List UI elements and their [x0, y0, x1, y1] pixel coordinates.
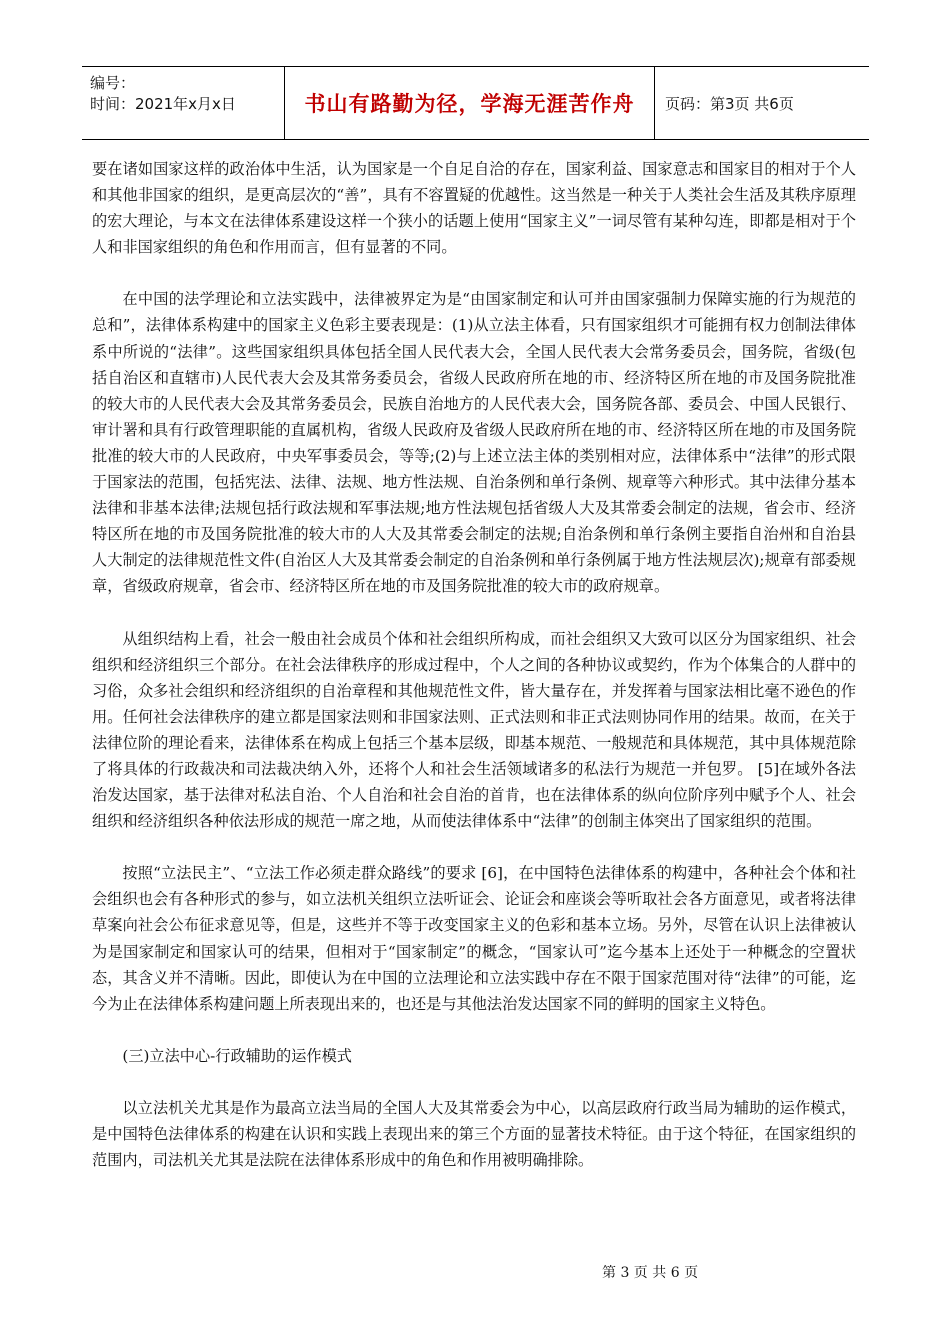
body-paragraph: 以立法机关尤其是作为最高立法当局的全国人大及其常委会为中心，以高层政府行政当局为辅助的运作模式，是中国特色法律体系的构建在认识和实践上表现出来的第三个方面的显著技术特征。由于这个特征，在国家组织的范围内，司法机关尤其是法院在法律体系形成中的角色和作用被明确排除。	[92, 1098, 856, 1170]
body-paragraph: 要在诸如国家这样的政治体中生活，认为国家是一个自足自洽的存在，国家利益、国家意志和国家目的相对于个人和其他非国家的组织，是更高层次的“善”，具有不容置疑的优越性。这当然是一种关于人类社会生活及其秩序原理的宏大理论，与本文在法律体系建设这样一个狭小的话题上使用“国家主义”一词尽管有某种勾连，即都是相对于个人和非国家组织的角色和作用而言，但有显著的不同。	[92, 160, 856, 257]
header-page-number: 页码：第3页 共6页	[665, 94, 794, 113]
body-paragraph: 从组织结构上看，社会一般由社会成员个体和社会组织所构成，而社会组织又大致可以区分为国家组织、社会组织和经济组织三个部分。在社会法律秩序的形成过程中，个人之间的各种协议或契约，作为个体集合的人群中的习俗，众多社会组织和经济组织的自治章程和其他规范性文件，皆大量存在，并发挥着与国家法相比毫不逊色的作用。任何社会法律秩序的建立都是国家法则和非国家法则、正式法则和非正式法则协同作用的结果。故而，在关于法律位阶的理论看来，法律体系在构成上包括三个基本层级，即基本规范、一般规范和具体规范，其中具体规范除了将具体的行政裁决和司法裁决纳入外，还将个人和社会生活领域诸多的私法行为规范一并包罗。 [5]在域外各法治发达国家，基于法律对私法自治、个人自治和社会自治的首肯，也在法律体系的纵向位阶序列中赋予个人、社会组织和经济组织各种依法形成的规范一席之地，从而使法律体系中“法律”的创制主体突出了国家组织的范围。	[92, 629, 856, 831]
page-footer: 第 3 页 共 6 页	[602, 1265, 699, 1281]
section-heading: (三)立法中心-行政辅助的运作模式	[122, 1046, 352, 1065]
header-motto: 书山有路勤为径，学海无涯苦作舟	[285, 67, 655, 139]
body-paragraph: 在中国的法学理论和立法实践中，法律被界定为是“由国家制定和认可并由国家强制力保障实施的行为规范的总和”，法律体系构建中的国家主义色彩主要表现是：(1)从立法主体看，只有国家组织才可能拥有权力创制法律体系中所说的“法律”。这些国家组织具体包括全国人民代表大会，全国人民代表大会常务委员会，国务院，省级(包括自治区和直辖市)人民代表大会及其常务委员会，省级人民政府所在地的市、经济特区所在地的市及国务院批准的较大市的人民代表大会及其常务委员会，民族自治地方的人民代表大会，国务院各部、委员会、中国人民银行、审计署和具有行政管理职能的直属机构，省级人民政府及省级人民政府所在地的市、经济特区所在地的市及国务院批准的较大市的人民政府，中央军事委员会，等等;(2)与上述立法主体的类别相对应，法律体系中“法律”的形式限于国家法的范围，包括宪法、法律、法规、地方性法规、自治条例和单行条例、规章等六种形式。其中法律分基本法律和非基本法律;法规包括行政法规和军事法规;地方性法规包括省级人大及其常委会制定的法规，省会市、经济特区所在地的市及国务院批准的较大市的人大及其常委会制定的法规;自治条例和单行条例主要指自治州和自治县人大制定的法律规范性文件(自治区人大及其常委会制定的自治条例和单行条例属于地方性法规层次);规章有部委规章，省级政府规章，省会市、经济特区所在地的市及国务院批准的较大市的政府规章。	[92, 290, 856, 596]
document-body	[92, 156, 856, 1173]
page-header	[82, 66, 869, 140]
document-number-label: 编号：	[90, 74, 136, 92]
body-paragraph: 按照“立法民主”、“立法工作必须走群众路线”的要求 [6]，在中国特色法律体系的构建中，各种社会个体和社会组织也会有各种形式的参与，如立法机关组织立法听证会、论证会和座谈会等听取社会各方面意见，或者将法律草案向社会公布征求意见等，但是，这些并不等于改变国家主义的色彩和基本立场。另外，尽管在认识上法律被认为是国家制定和国家认可的结果，但相对于“国家制定”的概念，“国家认可”迄今基本上还处于一种概念的空置状态，其含义并不清晰。因此，即使认为在中国的立法理论和立法实践中存在不限于国家范围对待“法律”的可能，迄今为止在法律体系构建问题上所表现出来的，也还是与其他法治发达国家不同的鲜明的国家主义特色。	[92, 864, 856, 1013]
document-time-label: 时间：2021年x月x日	[90, 95, 236, 113]
header-meta	[82, 67, 285, 139]
